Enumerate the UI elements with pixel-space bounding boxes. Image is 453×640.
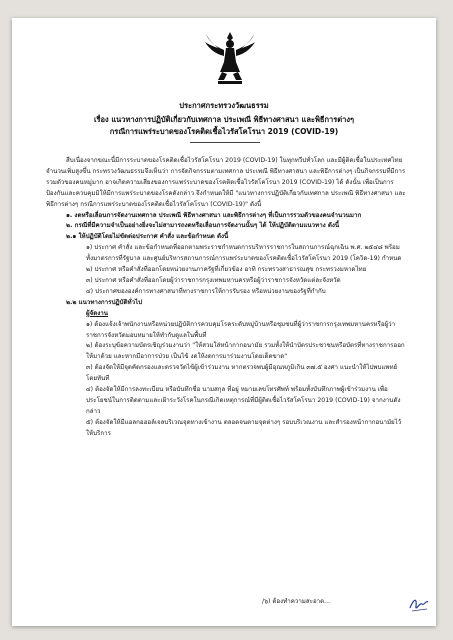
divider [190,142,260,143]
item-2: ๒. กรณีที่มีความจำเป็นอย่างยิ่งจะไม่สามารถงดหรือเลื่อนการจัดงานนั้นๆ ได้ ให้ปฏิบัติตามแนวทาง ดังนี้ [66,222,340,230]
organizer-rule-3: ๓) ต้องจัดให้มีจุดคัดกรองและตรวจวัดไข้ผู้เข้าร่วมงาน หากตรวจพบผู้มีอุณหภูมิเกิน ๓๗.๕ องศา แนะนำให้ไปพบแพทย์โดยทันที [86,364,398,383]
organizer-rule-4: ๔) ต้องจัดให้มีการลงทะเบียน หรือบันทึกชื่อ นามสกุล ที่อยู่ หมายเลขโทรศัพท์ พร้อมทั้งบันทึกภาพผู้เข้าร่วมงาน เพื่อประโยชน์ในการติดตามและเฝ้าระวังโรคในกรณีเกิดเหตุการณ์ที่มีผู้ติดเชื้อไวรัสโคโรนา 2019 (COVID-19) จากงานดังกล่าว [86,386,401,415]
subject-line: เรื่อง แนวทางการปฏิบัติเกี่ยวกับเทศกาล ประเพณี พิธีทางศาสนา และพิธีการต่างๆ [93,115,355,124]
item-1: ๑. งดหรือเลื่อนการจัดงานเทศกาล ประเพณี พิธีทางศาสนา และพิธีการต่างๆ ที่เป็นการรวมตัวของคนจำนวนมาก [66,211,362,219]
item-2-1-2: ๒) ประกาศ หรือคำสั่งที่ออกโดยหน่วยงานภาครัฐที่เกี่ยวข้อง อาทิ กระทรวงสาธารณสุข กระทรวงมหาดไทย [86,266,367,274]
item-2-2-heading: ๒.๒ แนวทางการปฏิบัติทั่วไป [66,298,143,306]
organizer-rule-5: ๕) ต้องจัดให้มีแอลกอฮอล์เจลบริเวณจุดทางเข้างาน ตลอดจนตามจุดต่างๆ รอบบริเวณงาน และสำรองหน้ากากอนามัยไว้ให้บริการ [86,418,402,437]
document-body [46,156,406,440]
item-2-1-1: ๑) ประกาศ คำสั่ง และข้อกำหนดที่ออกตามพระราชกำหนดการบริหารราชการในสถานการณ์ฉุกเฉิน พ.ศ. ๒๕๔๘ พร้อมทั้งมาตรการที่รัฐบาล และศูนย์บริหารสถานการณ์การแพร่ระบาดของโรคติดเชื้อไวรัสโคโรนา 2019 (โควิด-19) กำหนด [86,244,402,263]
garuda-emblem-icon [204,30,256,88]
document-page [12,18,436,626]
subject-line-2: กรณีการแพร่ระบาดของโรคติดเชื้อไวรัสโคโรนา 2019 (COVID-19) [109,127,339,136]
issuing-organization: ประกาศกระทรวงวัฒนธรรม [179,101,269,110]
continued-note: /๖) ต้องทำความสะอาด... [262,598,331,605]
item-2-1-heading: ๒.๑ ให้ปฏิบัติโดยไม่ขัดต่อประกาศ คำสั่ง และข้อกำหนด ดังนี้ [66,233,229,241]
intro-paragraph: สืบเนื่องจากขณะนี้มีการระบาดของโรคติดเชื้อไวรัสโคโรนา 2019 (COVID-19) ในทุกทวีปทั่วโลก และมีผู้ติดเชื้อในประเทศไทยจำนวนเพิ่มสูงขึ้น กระทรวงวัฒนธรรมจึงเห็นว่า การจัดกิจกรรมตามเทศกาล ประเพณี พิธีทางศาสนา และพิธีการต่างๆ เป็นกิจกรรมที่มีการรวมตัวของคนหมู่มาก อาจเกิดความเสี่ยงของการแพร่ระบาดของโรคติดเชื้อไวรัสโคโรนา 2019 (COVID-19) ได้ ดังนั้น เพื่อเป็นการป้องกันและควบคุมมิให้มีการแพร่ระบาดของโรคดังกล่าว จึงกำหนดให้มี "แนวทางการปฏิบัติเกี่ยวกับเทศกาล ประเพณี พิธีทางศาสนา และพิธีการต่างๆ กรณีการแพร่ระบาดของโรคติดเชื้อไวรัสโคโรนา (COVID-19)" ดังนี้ [46,157,406,208]
item-2-1-4: ๔) ประกาศขององค์การทางศาสนาที่ทางราชการให้การรับรอง หรือหน่วยงานของรัฐที่กำกับ [86,287,326,295]
organizer-heading: ผู้จัดงาน [86,309,108,317]
organizer-rule-2: ๒) ต้องระบุข้อความบัตรเชิญร่วมงานว่า "ให้สวมใส่หน้ากากอนามัย รวมทั้งให้นำบัตรประชาชนหรือบัตรที่ทางราชการออกให้มาด้วย และหากมีอาการป่วย เป็นไข้ งดให้งดการมาร่วมงานโดยเด็ดขาด" [86,342,405,361]
item-2-1-3: ๓) ประกาศ หรือคำสั่งที่ออกโดยผู้ว่าราชการกรุงเทพมหานครหรือผู้ว่าราชการจังหวัดแต่ละจังหวัด [86,276,341,284]
signature-mark-icon [408,594,430,614]
organizer-rule-1: ๑) ต้องแจ้งเจ้าพนักงานหรือหน่วยปฏิบัติการควบคุมโรคระดับหมู่บ้านหรือชุมชนที่ผู้ว่าราชการกรุงเทพมหานครหรือผู้ว่าราชการจังหวัดมอบหมายให้ทำกับดูแลในพื้นที่ [86,320,396,339]
